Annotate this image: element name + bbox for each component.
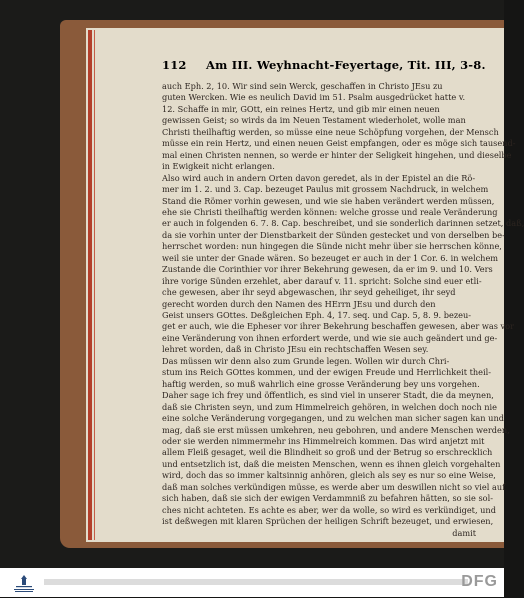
- text-line: in Ewigkeit nicht erlangen.: [162, 161, 275, 172]
- text-line: mal einen Christen nennen, so werde er hinter der Seligkeit hingehen, und dieselbe: [162, 149, 512, 160]
- text-line: Stand die Römer vorhin gewesen, und wie sie haben verändert werden müssen,: [162, 195, 495, 206]
- text-line: ehe sie Christi theilhaftig werden können: welche grosse und reale Veränderung: [162, 206, 498, 217]
- text-line: damit: [452, 527, 476, 538]
- text-line: haftig werden, so muß wahrlich eine grosse Veränderung bey uns vorgehen.: [162, 378, 480, 389]
- text-line: Daher sage ich frey und öffentlich, es sind viel in unserer Stadt, die da meynen,: [162, 390, 494, 401]
- dfg-logo-text: DFG: [461, 573, 498, 590]
- text-line: da sie vorhin unter der Dienstbarkeit der Sünden gestecket und von derselben be-: [162, 229, 505, 240]
- text-line: gerecht worden durch den Namen des HErrn JEsu und durch den: [162, 298, 436, 309]
- text-line: stum ins Reich GOttes kommen, und der ewigen Freude und Herrlichkeit theil-: [162, 367, 491, 378]
- text-line: er auch in folgenden 6. 7. 8. Cap. beschreibet, und sie sonderlich darinnen setzet, daß,: [162, 218, 524, 229]
- page-header: [162, 58, 486, 76]
- text-line: lehret worden, daß in Christo JEsu ein rechtschaffen Wesen sey.: [162, 344, 429, 355]
- text-line: herrschet worden: nun hingegen die Sünde nicht mehr über sie herrschen könne,: [162, 241, 502, 252]
- text-line: auch Eph. 2, 10. Wir sind sein Werck, geschaffen in Christo JEsu zu: [162, 81, 443, 91]
- text-line: wird, doch das so immer kaltsinnig anhören, gleich als sey es nur so eine Weise,: [162, 470, 496, 481]
- text-line: allem Fleiß gesaget, weil die Blindheit so groß und der Betrug so erschrecklich: [162, 447, 493, 458]
- text-line: eine solche Veränderung vorgegangen, und zu welchen man sicher sagen kan und: [162, 413, 504, 424]
- text-line: sich haben, daß sie sich der ewigen Verdammniß zu befahren hätten, so sie sol-: [162, 493, 493, 504]
- text-line: Christi theilhaftig werden, so müsse eine neue Schöpfung vorgehen, der Mensch: [162, 126, 499, 137]
- text-line: Das müssen wir denn also zum Grunde legen. Wollen wir durch Chri-: [162, 355, 450, 366]
- text-line: und entsetzlich ist, daß die meisten Menschen, wenn es ihnen gleich vorgehalten: [162, 458, 501, 469]
- viewer-footer: [0, 568, 504, 597]
- text-line: Also wird auch in andern Orten davon geredet, als in der Epistel an die Rö-: [162, 172, 476, 183]
- text-line: guten Wercken. Wie es neulich David im 51. Psalm ausgedrücket hatte v.: [162, 92, 466, 103]
- francke-foundation-logo: [6, 572, 42, 594]
- page-edge-red-rule-thin: [94, 30, 95, 540]
- page-edge-red-rule: [88, 30, 92, 540]
- text-line: ihre vorige Sünden erzehlet, aber darauf v. 11. spricht: Solche sind euer etli-: [162, 275, 482, 286]
- text-line: Geist unsers GOttes. Deßgleichen Eph. 4, 17. seq. und Cap. 5, 8. 9. bezeu-: [162, 310, 472, 320]
- text-line: gewissen Geist; so wirds da im Neuen Testament wiederholet, wolle man: [162, 115, 466, 126]
- running-title: Am III. Weyhnacht-Feyertage, Tit. III, 3-8.: [206, 58, 486, 72]
- text-line: mer im 1. 2. und 3. Cap. bezeuget Paulus mit grossem Nachdruck, in welchem: [162, 184, 489, 195]
- text-line: mag, daß sie erst müssen umkehren, neu gebohren, und andere Menschen werden,: [162, 424, 510, 435]
- text-line: oder sie werden nimmermehr ins Himmelreich kommen. Das wird anjetzt mit: [162, 435, 485, 446]
- text-line: 12. Schaffe in mir, GOtt, ein reines Hertz, und gib mir einen neuen: [162, 103, 440, 114]
- text-line: daß man solches verkündigen müsse, es werde aber um deswillen nicht so viel auf: [162, 481, 506, 492]
- text-line: get er auch, wie die Epheser vor ihrer Bekehrung beschaffen gewesen, aber was vor: [162, 321, 515, 332]
- page-number: 112: [162, 58, 187, 72]
- text-line: ist deßwegen mit klaren Sprüchen der heiligen Schrift bezeuget, und erwiesen,: [162, 516, 494, 527]
- text-line: müsse ein rein Hertz, und einen neuen Geist empfangen, oder es möge sich tausend-: [162, 138, 516, 149]
- text-line: che gewesen, aber ihr seyd abgewaschen, ihr seyd geheiliget, ihr seyd: [162, 287, 456, 298]
- text-line: weil sie unter der Gnade wären. So bezeuget er auch in der 1 Cor. 6. in welchem: [162, 252, 499, 263]
- text-line: daß sie Christen seyn, und zum Himmelreich gehören, in welchen doch noch nie: [162, 401, 497, 412]
- text-line: Zustande die Corinthier vor ihrer Bekehrung gewesen, da er im 9. und 10. Vers: [162, 264, 493, 275]
- text-line: eine Veränderung von ihnen erfordert werde, und wie sie auch geändert und ge-: [162, 332, 498, 343]
- text-line: ches nicht achteten. Es achte es aber, wer da wolle, so wird es verkündiget, und: [162, 504, 496, 515]
- footer-divider-bar: [44, 579, 468, 585]
